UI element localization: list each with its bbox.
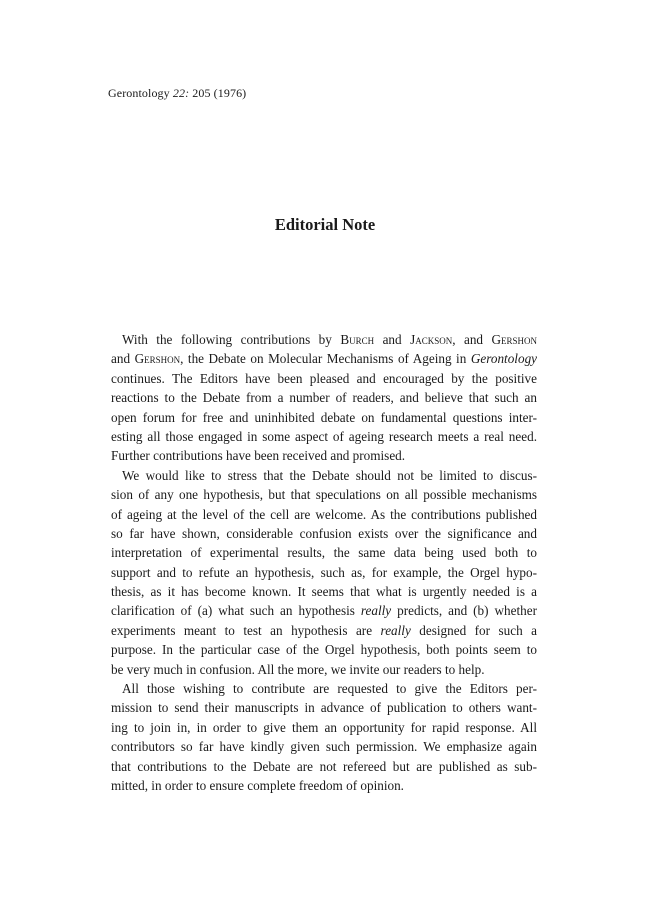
text-run: of ageing at the level of the cell are welcome. As the contributions published bbox=[111, 506, 537, 522]
text-run: experiments meant to test an hypothesis are bbox=[111, 622, 381, 638]
text-line bbox=[111, 582, 537, 601]
text-run: and bbox=[374, 332, 411, 347]
running-head bbox=[108, 86, 246, 101]
paragraph bbox=[111, 679, 537, 795]
paragraph bbox=[111, 330, 537, 466]
journal-name: Gerontology bbox=[108, 86, 170, 100]
journal-volume: 22: bbox=[172, 86, 190, 100]
text-run: really bbox=[380, 622, 411, 638]
text-line bbox=[111, 621, 537, 640]
text-line bbox=[111, 776, 537, 795]
text-line bbox=[111, 408, 537, 427]
text-run: Further contributions have been received and promised. bbox=[111, 448, 406, 464]
text-run: really bbox=[360, 603, 392, 619]
text-run: interpretation of experimental results, the same data being used both to bbox=[111, 545, 537, 561]
text-line bbox=[111, 601, 537, 620]
text-line bbox=[111, 524, 537, 543]
text-run: Gershon bbox=[491, 332, 538, 347]
text-run: and bbox=[111, 351, 135, 367]
text-line bbox=[111, 466, 537, 485]
text-run: be very much in confusion. All the more, we invite our readers to help. bbox=[111, 661, 485, 677]
journal-pages-year: 205 (1976) bbox=[192, 86, 247, 100]
body-text bbox=[111, 330, 537, 795]
text-run: Gershon bbox=[134, 351, 181, 367]
page-title: Editorial Note bbox=[274, 215, 376, 234]
text-line bbox=[111, 369, 537, 388]
text-run: Jackson bbox=[410, 332, 453, 347]
text-run: With the following contributions by bbox=[122, 332, 341, 347]
text-line bbox=[111, 737, 537, 756]
text-line bbox=[111, 679, 537, 698]
text-run: thesis, as it has become known. It seems that what is urgently needed is a bbox=[111, 584, 537, 600]
text-run: designed for such a bbox=[410, 622, 538, 638]
text-run: All those wishing to contribute are requested to give the Editors per- bbox=[122, 681, 537, 697]
paragraph bbox=[111, 466, 537, 679]
text-run: open forum for free and uninhibited debate on fundamental questions inter- bbox=[111, 409, 537, 425]
text-run: mission to send their manuscripts in advance of publication to others want- bbox=[111, 700, 537, 716]
text-line bbox=[111, 388, 537, 407]
text-line bbox=[111, 543, 537, 562]
text-run: We would like to stress that the Debate should not be limited to discus- bbox=[122, 467, 537, 483]
text-line bbox=[111, 505, 537, 524]
text-line bbox=[111, 698, 537, 717]
text-line bbox=[111, 563, 537, 582]
text-run: support and to refute an hypothesis, such as, for example, the Orgel hypo- bbox=[111, 564, 537, 580]
text-run: reactions to the Debate from a number of readers, and believe that such an bbox=[111, 390, 537, 406]
text-run: Burch bbox=[340, 332, 375, 347]
text-run: sion of any one hypothesis, but that speculations on all possible mechanisms bbox=[111, 487, 537, 503]
text-run: ing to join in, in order to give them an opportunity for rapid response. All bbox=[111, 719, 537, 735]
text-run: Gerontology bbox=[470, 351, 538, 367]
text-run: mitted, in order to ensure complete freedom of opinion. bbox=[111, 777, 404, 793]
text-run: that contributions to the Debate are not refereed but are published as sub- bbox=[111, 758, 537, 774]
text-line bbox=[111, 330, 537, 349]
text-line bbox=[111, 660, 537, 679]
text-run: , and bbox=[452, 332, 492, 347]
text-line bbox=[111, 485, 537, 504]
text-run: continues. The Editors have been pleased and encouraged by the positive bbox=[111, 370, 537, 386]
text-line bbox=[111, 718, 537, 737]
text-run: esting all those engaged in some aspect of ageing research meets a real need. bbox=[111, 428, 537, 444]
text-line bbox=[111, 446, 537, 465]
text-run: clarification of (a) what such an hypothesis bbox=[111, 603, 361, 619]
text-run: contributors so far have kindly given such permission. We emphasize again bbox=[111, 739, 537, 755]
text-line bbox=[111, 640, 537, 659]
text-run: predicts, and (b) whether bbox=[391, 603, 537, 619]
text-run: purpose. In the particular case of the Orgel hypothesis, both points seem to bbox=[111, 642, 537, 658]
text-line bbox=[111, 427, 537, 446]
text-run: , the Debate on Molecular Mechanisms of Ageing in bbox=[180, 351, 471, 367]
text-line bbox=[111, 757, 537, 776]
text-run: so far have shown, considerable confusion exists over the significance and bbox=[111, 525, 537, 541]
text-line bbox=[111, 349, 537, 368]
